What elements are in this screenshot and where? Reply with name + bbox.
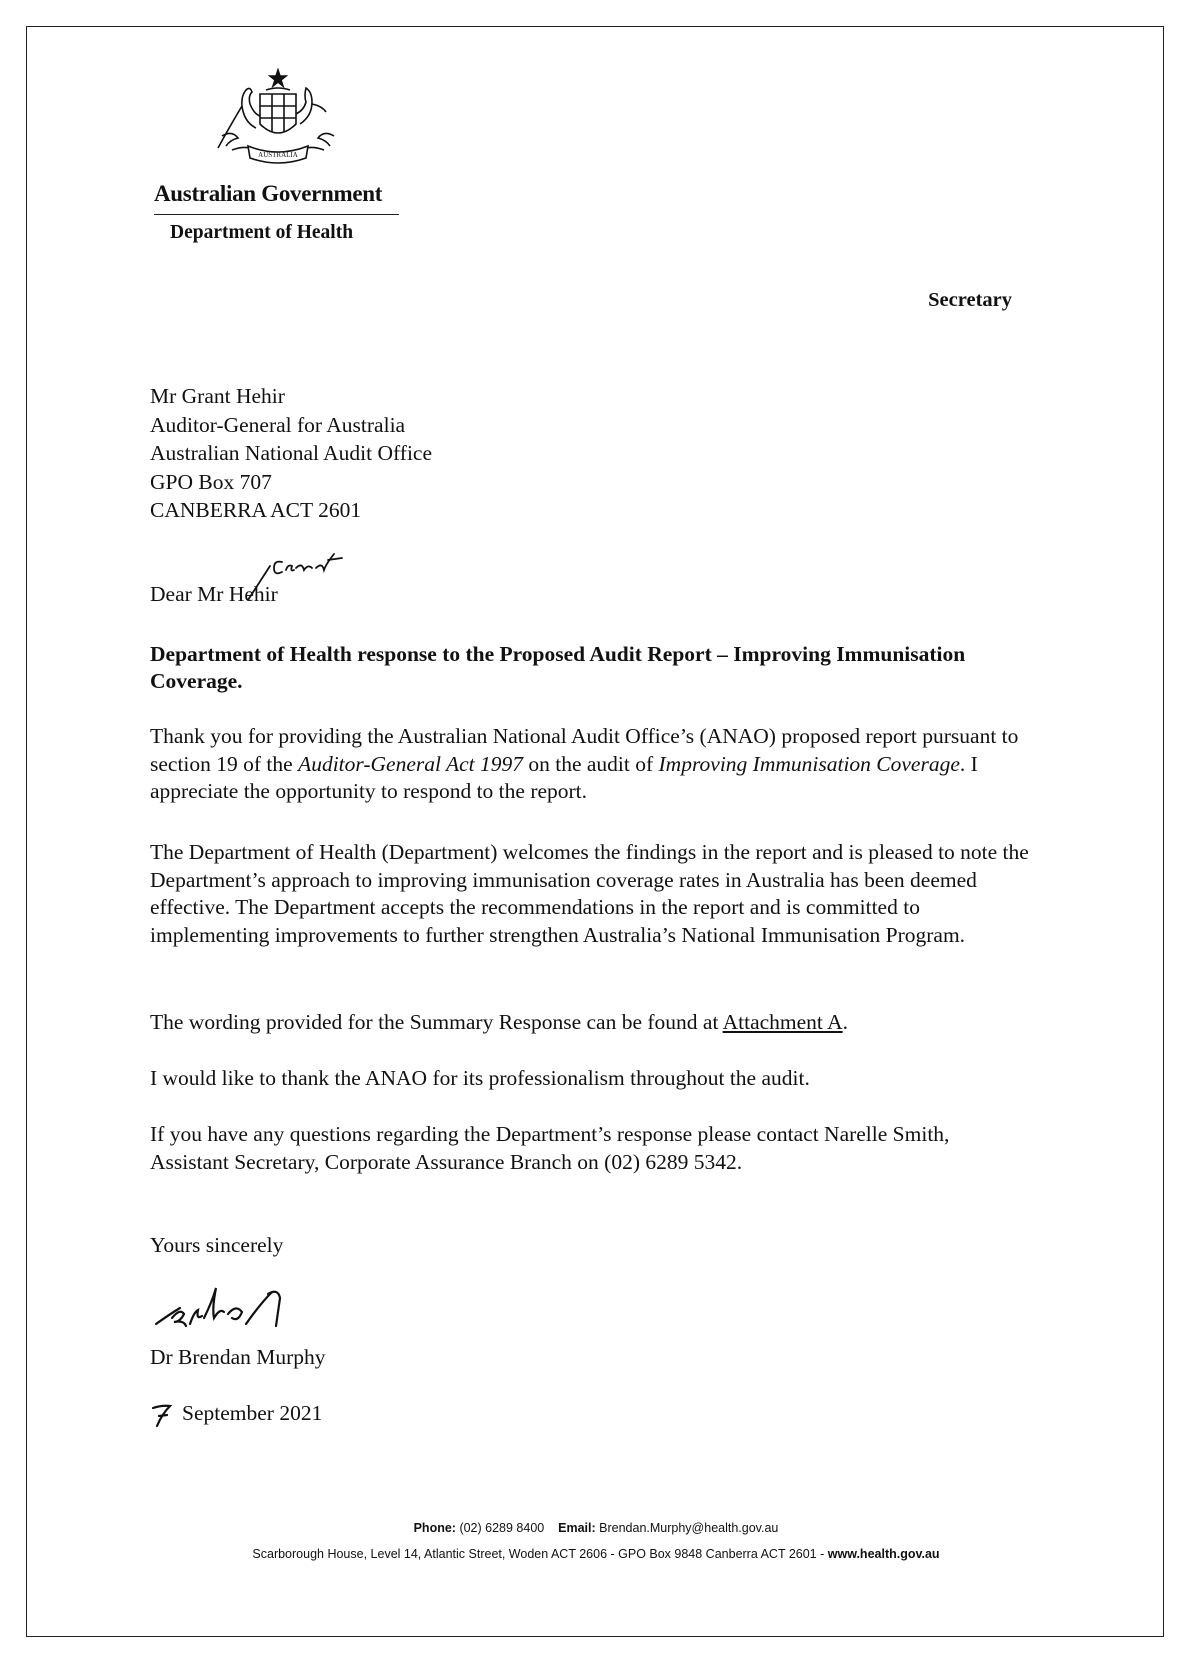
paragraph-2: The Department of Health (Department) welcomes the findings in the report and is pleased to note the Department’s approach to improving immunisation coverage rates in Australia has been deemed effective. The Department accepts the recommendations in the report and is committed to implementing improvements to further strengthen Australia’s National Immunisation Program. — [150, 840, 1029, 947]
p1-text-c: . I appreciate the opportunity to respond to the report. — [150, 751, 978, 803]
postal-address: Scarborough House, Level 14, Atlantic Street, Woden ACT 2606 - GPO Box 9848 Canberra ACT 2601 - — [252, 1547, 828, 1561]
email-label: Email: — [558, 1521, 596, 1535]
svg-text:AUSTRALIA: AUSTRALIA — [258, 151, 298, 159]
phone-label: Phone: — [413, 1521, 456, 1535]
p3-text-a: The wording provided for the Summary Response can be found at — [150, 1010, 723, 1034]
attachment-a-link[interactable]: Attachment A — [722, 1010, 843, 1034]
signer-name: Dr Brendan Murphy — [150, 1345, 326, 1369]
p1-text-a: Thank you for providing the Australian National Audit Office’s (ANAO) proposed report pursuant to section 19 of the — [150, 724, 1019, 776]
recipient-organisation: Australian National Audit Office — [150, 441, 433, 465]
paragraph-1 — [150, 723, 1030, 806]
act-title: Auditor-General Act 1997 — [298, 751, 523, 776]
recipient-address — [150, 382, 432, 525]
letter-date: September 2021 — [182, 1401, 323, 1425]
recipient-title: Auditor-General for Australia — [150, 412, 406, 437]
handwritten-correction-grant — [230, 548, 365, 604]
letterhead-divider — [154, 214, 399, 215]
recipient-po-box: GPO Box 707 — [150, 469, 272, 494]
government-name: Australian Government — [154, 181, 383, 206]
email-address[interactable]: Brendan.Murphy@health.gov.au — [599, 1521, 779, 1535]
valediction: Yours sincerely — [150, 1233, 284, 1257]
phone-number: (02) 6289 8400 — [459, 1521, 545, 1535]
audit-title: Improving Immunisation Coverage — [658, 751, 960, 776]
sender-role: Secretary — [928, 289, 1012, 311]
paragraph-3 — [150, 1009, 1030, 1037]
department-name: Department of Health — [170, 222, 354, 243]
recipient-name: Mr Grant Hehir — [150, 384, 285, 408]
salutation-name: Hehir — [228, 582, 278, 606]
handwritten-date-day — [150, 1402, 174, 1428]
letter-subject: Department of Health response to the Proposed Audit Report – Improving Immunisation Coverage. — [150, 642, 966, 693]
website-link[interactable]: www.health.gov.au — [827, 1547, 940, 1561]
salutation-prefix: Dear Mr — [150, 582, 229, 606]
footer-address — [0, 1547, 1192, 1561]
p1-text-b: on the audit of — [522, 751, 659, 776]
letter-page — [26, 26, 1164, 1637]
coat-of-arms-logo — [208, 66, 348, 172]
footer-contact — [0, 1521, 1192, 1535]
paragraph-5: If you have any questions regarding the Department’s response please contact Narelle Smith, Assistant Secretary, Corporate Assurance Branch on (02) 6289 5342. — [150, 1122, 950, 1174]
signature-murphy — [150, 1278, 325, 1336]
paragraph-4: I would like to thank the ANAO for its professionalism throughout the audit. — [150, 1066, 810, 1090]
recipient-city: CANBERRA ACT 2601 — [150, 498, 362, 522]
p3-text-b: . — [842, 1010, 848, 1034]
